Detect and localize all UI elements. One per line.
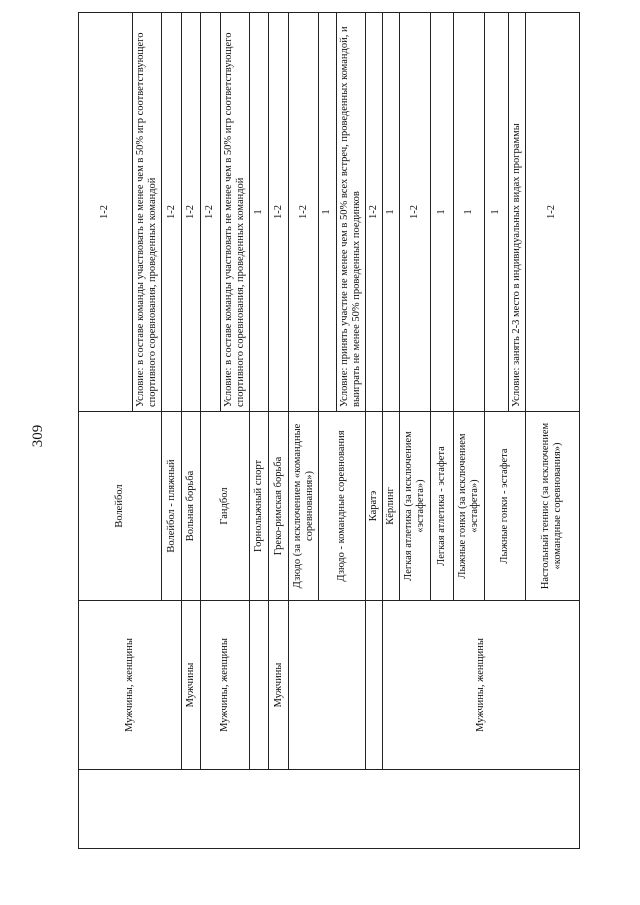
places-cell: 1: [250, 13, 269, 412]
page-number: 309: [30, 424, 46, 448]
table-row: [288, 13, 318, 849]
places-cell: 1: [430, 13, 454, 412]
table-row: [201, 13, 220, 849]
sport-cell: Гандбол: [201, 412, 250, 601]
condition-cell: Условие: в составе команды участвовать не менее чем в 50% игр соответствующего спортивного соревнования, проведенных командой: [220, 13, 249, 412]
sport-cell: Волейбол: [79, 412, 162, 601]
places-cell: 1-2: [525, 13, 579, 412]
condition-cell: Условие: принять участие не менее чем в 50% всех встреч, проведенных командой, и выиграть не менее 50% проведенных поединков: [336, 13, 365, 412]
gender-cell: [288, 601, 365, 770]
places-cell: 1: [484, 13, 508, 412]
gender-cell: [250, 601, 269, 770]
rotated-table-container: [78, 26, 580, 849]
table-row: [250, 13, 269, 849]
table-row: [181, 13, 200, 849]
sport-cell: Каратэ: [365, 412, 382, 601]
sport-cell: Горнолыжный спорт: [250, 412, 269, 601]
sport-cell: Лыжные гонки - эстафета: [484, 412, 525, 601]
gender-cell: Мужчины: [269, 601, 288, 770]
sports-ranking-table: [78, 12, 580, 849]
sport-cell: Дзюдо (за исключением «командные соревнования»): [288, 412, 318, 601]
sport-cell: Волейбол - пляжный: [162, 412, 181, 601]
places-cell: 1-2: [79, 13, 133, 412]
sport-cell: Лыжные гонки (за исключением «эстафета»): [454, 412, 484, 601]
places-cell: 1-2: [288, 13, 318, 412]
sport-cell: Настольный теннис (за исключением «командные соревнования»): [525, 412, 579, 601]
places-cell: 1-2: [269, 13, 288, 412]
places-cell: 1-2: [181, 13, 200, 412]
sport-cell: Греко-римская борьба: [269, 412, 288, 601]
places-cell: 1: [454, 13, 484, 412]
table-row: [269, 13, 288, 849]
places-cell: 1-2: [365, 13, 382, 412]
table-row: [383, 13, 400, 849]
places-cell: 1-2: [400, 13, 430, 412]
gender-cell: Мужчины, женщины: [201, 601, 250, 770]
gender-cell: [365, 601, 382, 770]
row-number-cell: [79, 770, 580, 849]
sport-cell: Вольная борьба: [181, 412, 200, 601]
gender-cell: Мужчины, женщины: [79, 601, 182, 770]
places-cell: 1: [383, 13, 400, 412]
places-cell: 1: [319, 13, 336, 412]
places-cell: 1-2: [162, 13, 181, 412]
condition-cell: Условие: занять 2-3 место в индивидуальных видах программы: [508, 13, 525, 412]
sport-cell: Дзюдо - командные соревнования: [319, 412, 366, 601]
gender-cell: Мужчины: [181, 601, 200, 770]
condition-cell: Условие: в составе команды участвовать не менее чем в 50% игр соответствующего спортивного соревнования, проведенных командой: [133, 13, 162, 412]
places-cell: 1-2: [201, 13, 220, 412]
table-row: [79, 13, 133, 849]
sport-cell: Легкая атлетика - эстафета: [430, 412, 454, 601]
gender-cell: Мужчины, женщины: [383, 601, 580, 770]
sport-cell: Кёрлинг: [383, 412, 400, 601]
sport-cell: Легкая атлетика (за исключением «эстафета»): [400, 412, 430, 601]
table-row: [365, 13, 382, 849]
